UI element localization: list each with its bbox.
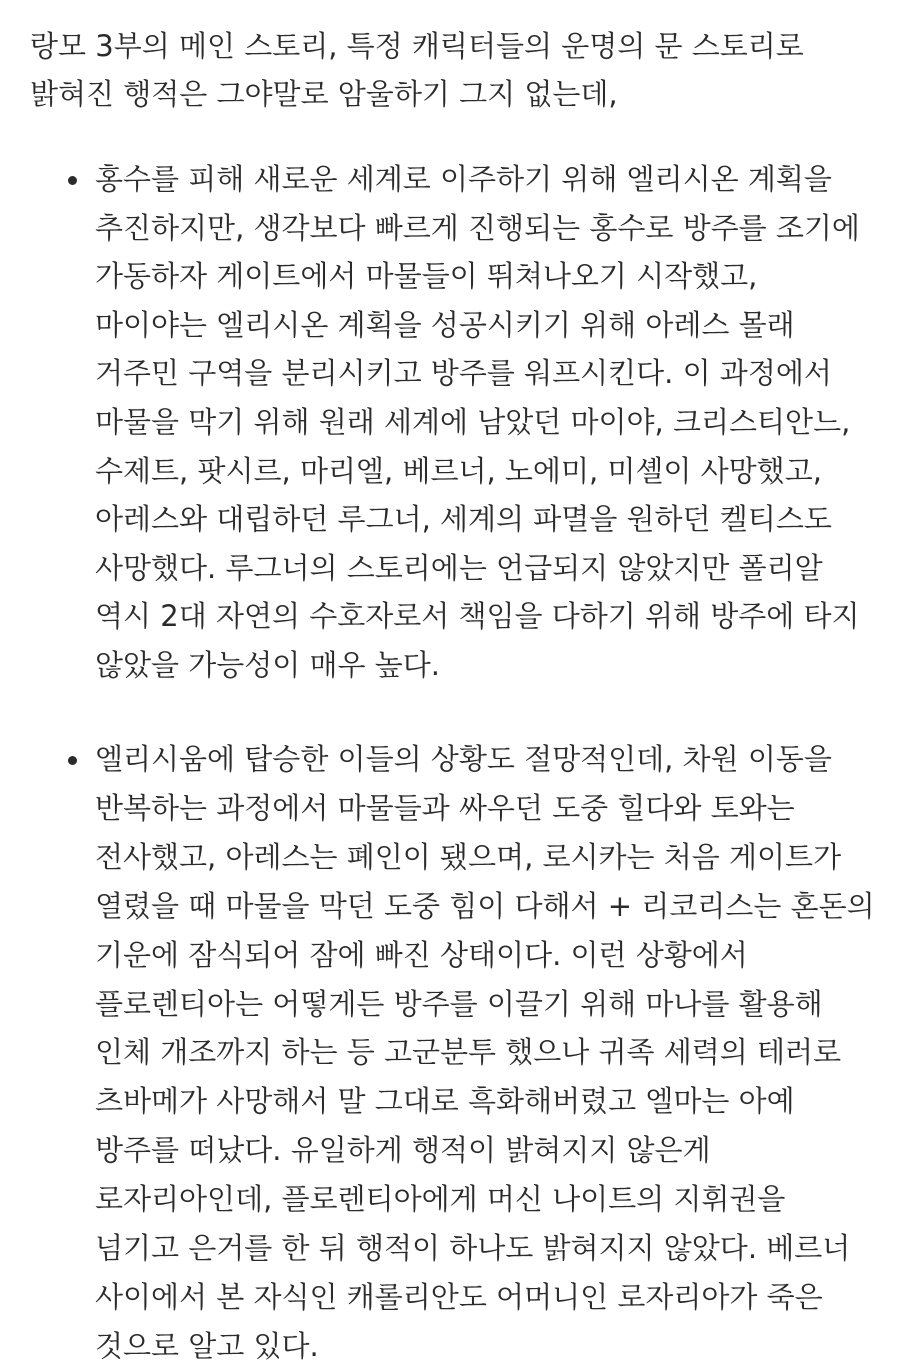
bullet-dot-icon [68, 756, 77, 765]
intro-paragraph: 랑모 3부의 메인 스토리, 특정 캐릭터들의 운명의 문 스토리로 밝혀진 행적은 그야말로 암울하기 그지 없는데, [30, 29, 804, 111]
list-item-text: 엘리시움에 탑승한 이들의 상황도 절망적인데, 차원 이동을 반복하는 과정에서 마물들과 싸우던 도중 힐다와 토와는 전사했고, 아레스는 폐인이 됐으며, 로시카는 처음 게이트가 열렸을 때 마물을 막던 도중 힘이 다해서 + 리코리스는 혼돈의 기운에 잠식되어 잠에 빠진 상태이다. 이런 상황에서 플로렌티아는 어떻게든 방주를 이끌기 위해 마나를 활용해 인체 개조까지 하는 등 고군분투 했으나 귀족 세력의 테러로 츠바메가 사망해서 말 그대로 흑화해버렸고 엘마는 아예 방주를 떠났다. 유일하게 행적이 밝혀지지 않은게 로자리아인데, 플로렌티아에게 머신 나이트의 지휘권을 넘기고 은거를 한 뒤 행적이 하나도 밝혀지지 않았다. 베르너 사이에서 본 자식인 캐롤리안도 어머니인 로자리아가 죽은 것으로 알고 있다. [95, 742, 875, 1363]
bullet-dot-icon [68, 176, 77, 185]
list-item [95, 735, 875, 1371]
list-item [95, 155, 875, 690]
list-item-text: 홍수를 피해 새로운 세계로 이주하기 위해 엘리시온 계획을 추진하지만, 생각보다 빠르게 진행되는 홍수로 방주를 조기에 가동하자 게이트에서 마물들이 뛰쳐나오기 시작했고, 마이야는 엘리시온 계획을 성공시키기 위해 아레스 몰래 거주민 구역을 분리시키고 방주를 워프시킨다. 이 과정에서 마물을 막기 위해 원래 세계에 남았던 마이야, 크리스티안느, 수제트, 팟시르, 마리엘, 베르너, 노에미, 미셸이 사망했고, 아레스와 대립하던 루그너, 세계의 파멸을 원하던 켈티스도 사망했다. 루그너의 스토리에는 언급되지 않았지만 폴리알 역시 2대 자연의 수호자로서 책임을 다하기 위해 방주에 타지 않았을 가능성이 매우 높다. [95, 162, 860, 682]
